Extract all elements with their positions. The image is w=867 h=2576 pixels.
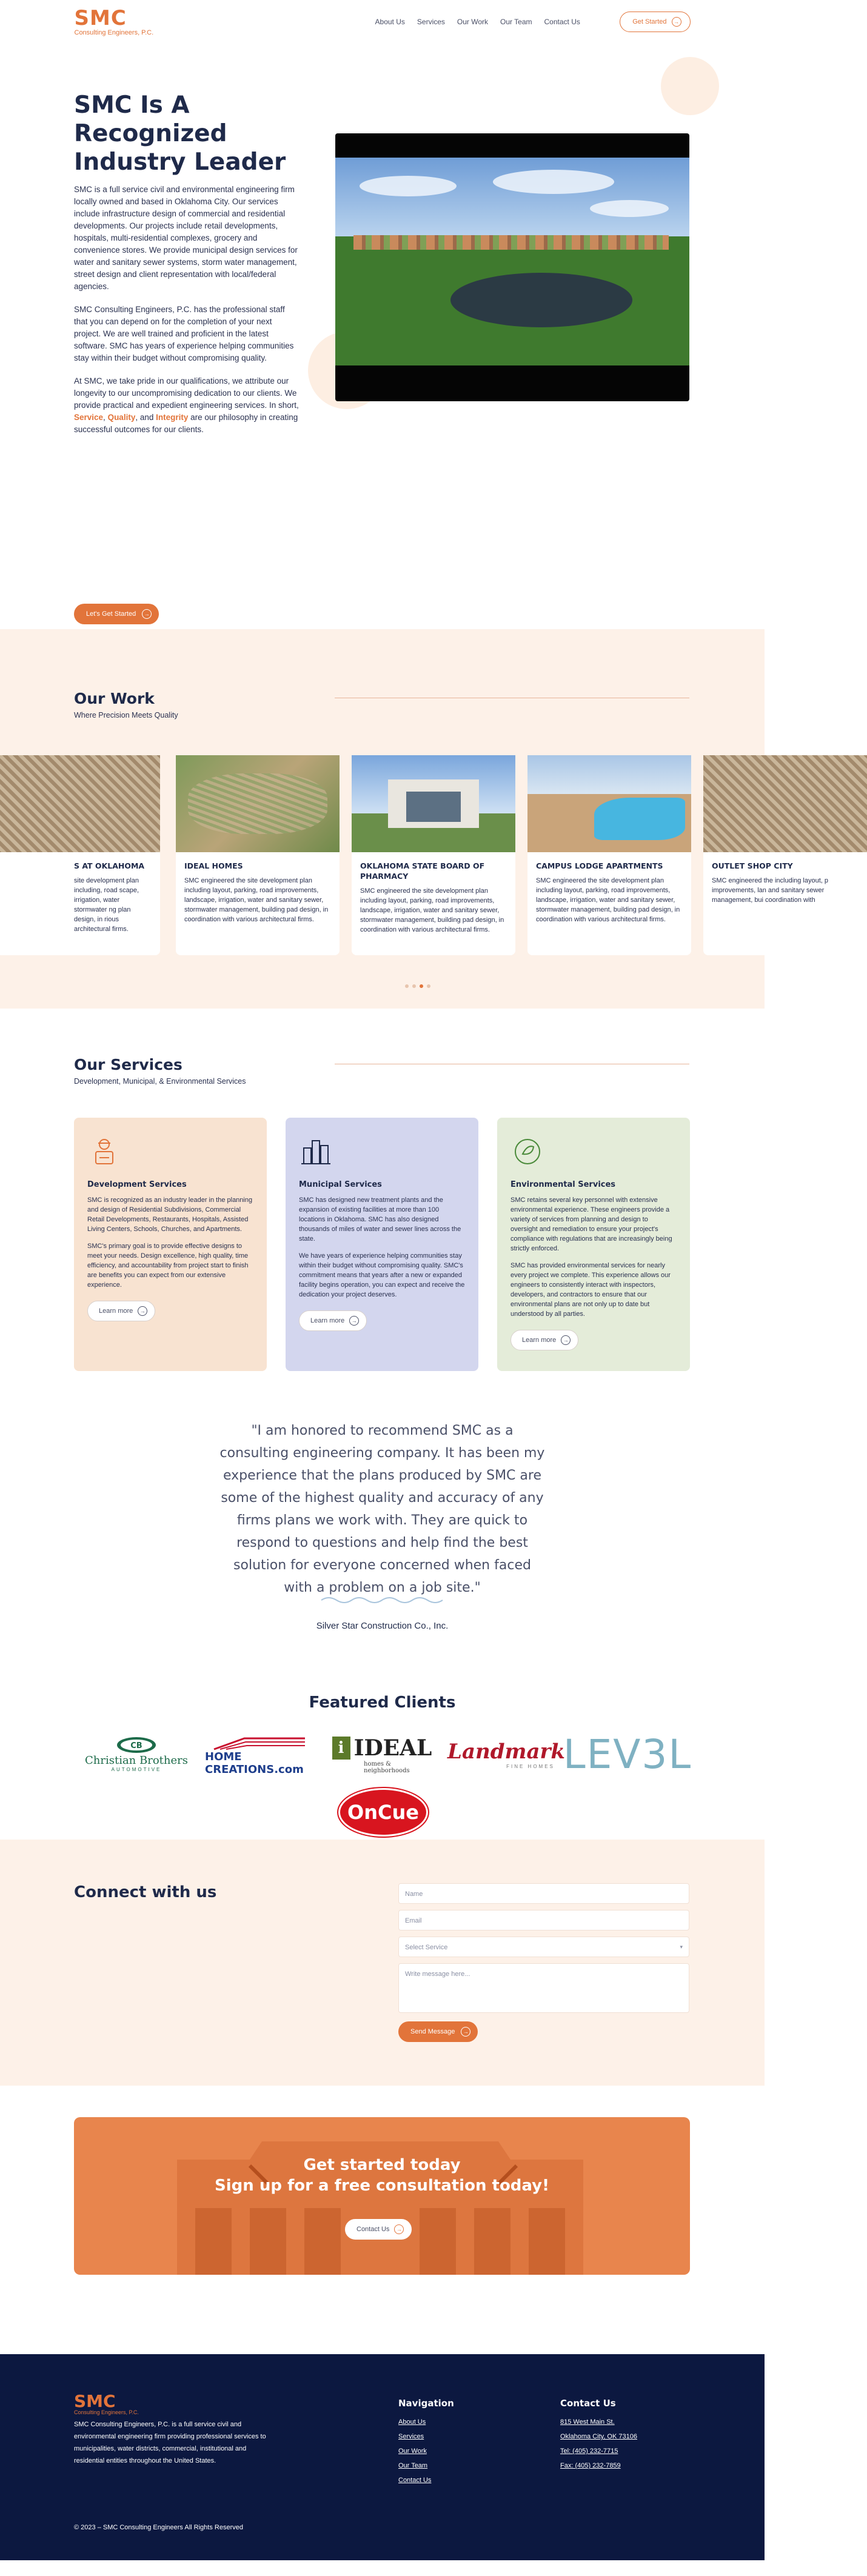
work-card[interactable]: [703, 755, 867, 955]
carousel-dot[interactable]: [405, 984, 409, 988]
image-cloud: [590, 200, 669, 217]
nav-our-work[interactable]: Our Work: [457, 18, 489, 26]
testimonial-quote: "I am honored to recommend SMC as a consulting engineering company. It has been my experience that the plans produced by SMC are some of the highest quality and accuracy of any firms plans we work with. They are quick to respond to questions and help find the best solution for everyone concerned when faced with a problem on a job site.": [219, 1423, 545, 1595]
construction-worker-icon: [87, 1135, 121, 1169]
card-image: [352, 755, 515, 852]
service-title: Environmental Services: [510, 1180, 616, 1189]
footer-contact-title: Contact Us: [560, 2398, 616, 2409]
work-card[interactable]: [176, 755, 340, 955]
work-carousel[interactable]: [74, 755, 829, 961]
learn-more-button[interactable]: [510, 1330, 578, 1350]
work-heading: [74, 690, 178, 719]
service-paragraph-2: We have years of experience helping communities stay within their budget without compromising quality. SMC's commitment means that years after a new or expanded facility begins operation, you can expect and receive the dedication your project deserves.: [299, 1252, 465, 1298]
ideal-i-icon: i: [332, 1737, 350, 1760]
logo-subtitle: Consulting Engineers, P.C.: [74, 28, 154, 36]
hero-paragraph-2: SMC Consulting Engineers, P.C. has the professional staff that you can depend on for the completion of your next project. We are well trained and proficient in the latest software. SMC has years of experience helping communities stay within their budget without compromising quality.: [74, 305, 294, 362]
lets-get-started-button[interactable]: [74, 604, 159, 624]
services-heading: [74, 1056, 246, 1086]
cta-section: [0, 2086, 765, 2354]
work-title: Our Work: [74, 690, 155, 707]
service-paragraph-1: SMC retains several key personnel with extensive environmental experience. These engineers provide a variety of services from planning and design to oversight and remediation to ensure your project's compliance with regulations that are increasingly being strictly enforced.: [510, 1196, 672, 1252]
service-card-development: [74, 1118, 267, 1371]
client-logo-level: [563, 1730, 692, 1778]
card-image-pool: [594, 798, 685, 840]
carousel-dots: [405, 984, 430, 988]
contact-us-label: Contact Us: [357, 2226, 390, 2233]
footer-link-services[interactable]: Services: [398, 2433, 424, 2440]
services-title: Our Services: [74, 1056, 182, 1073]
footer-link-our-team[interactable]: Our Team: [398, 2462, 428, 2469]
image-cloud: [360, 176, 457, 196]
service-select[interactable]: [398, 1937, 689, 1957]
arrow-right-icon: →: [394, 2224, 404, 2234]
home-creations-text: HOME CREATIONS.com: [205, 1750, 304, 1776]
work-card[interactable]: [352, 755, 515, 955]
card-title: S AT OKLAHOMA: [74, 861, 145, 870]
card-image: [176, 755, 340, 852]
testimonial-author: Silver Star Construction Co., Inc.: [316, 1621, 449, 1631]
card-image: [527, 755, 691, 852]
copyright: © 2023 – SMC Consulting Engineers All Rights Reserved: [74, 2524, 243, 2531]
service-paragraph-1: SMC has designed new treatment plants and the expansion of existing facilities at more than 100 locations in Oklahoma. SMC has also designed thousands of miles of water and sewer lines across the state.: [299, 1196, 461, 1243]
client-logo-home-creations: [205, 1735, 314, 1777]
image-cloud: [493, 170, 614, 194]
card-title: OKLAHOMA STATE BOARD OF PHARMACY: [360, 861, 485, 881]
image-pond: [450, 273, 632, 327]
p3-text-b: are our philosophy in creating successful outcomes for our clients.: [74, 413, 298, 434]
christian-brothers-sub: AUTOMOTIVE: [111, 1767, 162, 1772]
card-title: IDEAL HOMES: [184, 861, 243, 870]
learn-more-label: Learn more: [99, 1307, 133, 1315]
footer-link-about[interactable]: About Us: [398, 2418, 426, 2426]
level-text: LEV3L: [563, 1730, 692, 1778]
arrow-right-icon: →: [138, 1306, 147, 1316]
highlight-integrity: Integrity: [156, 413, 189, 422]
card-description: SMC engineered the site development plan including layout, parking, road improvements, landscape, irrigation, water and sanitary sewer, stormwater management, building pad design, in coordination with various architectural firms.: [360, 887, 504, 933]
main-nav: [375, 18, 580, 26]
footer-nav-title: Navigation: [398, 2398, 454, 2409]
send-message-label: Send Message: [410, 2028, 455, 2035]
p3-comma: ,: [103, 413, 108, 422]
footer-address-line-2[interactable]: Oklahoma City, OK 73106: [560, 2433, 637, 2440]
client-logo-oncue: [338, 1788, 428, 1837]
contact-form-section: [0, 1840, 765, 2086]
footer-logo-subtitle: Consulting Engineers, P.C.: [74, 2409, 139, 2415]
footer-contact: [560, 2398, 637, 2477]
message-textarea[interactable]: Write message here...: [398, 1963, 689, 2013]
email-input[interactable]: Email: [398, 1910, 689, 1930]
site-footer: [0, 2354, 765, 2560]
clients-title: Featured Clients: [309, 1693, 456, 1712]
our-work-section: [0, 629, 829, 1009]
christian-brothers-emblem-icon: [115, 1736, 158, 1754]
our-services-section: [0, 1009, 765, 1371]
arrow-right-icon: →: [561, 1335, 571, 1345]
learn-more-button[interactable]: [299, 1310, 367, 1331]
nav-contact[interactable]: Contact Us: [544, 18, 580, 26]
footer-description: SMC Consulting Engineers, P.C. is a full service civil and environmental engineering firm providing professional services to municipalities, water districts, commercial, institutional and residential entities throughout the United States.: [74, 2421, 266, 2464]
service-card-environmental: [497, 1118, 690, 1371]
featured-clients-section: [0, 1693, 765, 1824]
image-houses: [353, 235, 669, 250]
site-header: [0, 0, 765, 44]
chevron-down-icon: ▾: [680, 1944, 683, 1950]
hero-section: [0, 44, 765, 629]
svg-text:CB: CB: [130, 1741, 142, 1750]
testimonial-section: [0, 1371, 765, 1693]
carousel-dot[interactable]: [412, 984, 416, 988]
service-paragraph-1: SMC is recognized as an industry leader in the planning and design of Residential Subdivisions, Commercial Retail Developments, Restaurants, Hospitals, Assisted Living Centers, Schools, Churches, and Apartments.: [87, 1196, 253, 1233]
learn-more-label: Learn more: [310, 1317, 345, 1324]
p3-text-a: At SMC, we take pride in our qualifications, we attribute our longevity to our uncompromising dedication to our clients. We provide practical and expedient engineering services. In short,: [74, 376, 299, 410]
cta-line-2: Sign up for a free consultation today!: [215, 2177, 549, 2195]
ideal-text: IDEAL: [353, 1735, 432, 1761]
nav-our-team[interactable]: Our Team: [500, 18, 532, 26]
service-select-value: Select Service: [405, 1944, 448, 1951]
wave-divider-icon: [321, 1595, 443, 1605]
get-started-label: Get Started: [632, 18, 667, 25]
cta-banner: [74, 2117, 690, 2275]
client-logo-christian-brothers: [79, 1730, 194, 1778]
get-started-button[interactable]: [620, 12, 690, 32]
arrow-right-icon: →: [142, 609, 152, 619]
nav-about[interactable]: About Us: [375, 18, 405, 26]
card-description: SMC engineered the site development plan including layout, parking, road improvements, landscape, irrigation, water and sanitary sewer, stormwater management, building pad design, in coordination with various architectural firms.: [536, 877, 680, 923]
name-input[interactable]: Name: [398, 1883, 689, 1904]
footer-link-contact[interactable]: Contact Us: [398, 2477, 432, 2484]
cta-heading: [74, 2155, 690, 2196]
client-logo-landmark: [447, 1731, 565, 1777]
hero-aerial-image: [335, 133, 689, 401]
card-image-windows: [406, 792, 461, 822]
hero-paragraph-1: SMC is a full service civil and environmental engineering firm locally owned and based in Oklahoma City. Our services include infrastructure design of commercial and residential developments. Our projects include retail developments, hospitals, multi-residential complexes, grocery and convenience stores. We provide municipal design services for water and sanitary sewer systems, storm water management, street design and client representation with local/federal agencies.: [74, 185, 298, 291]
oncue-text: OnCue: [347, 1801, 419, 1824]
service-card-municipal: [286, 1118, 478, 1371]
cta-line-1: Get started today: [303, 2156, 461, 2174]
client-logo-ideal: [327, 1733, 437, 1776]
ideal-row: [332, 1735, 432, 1761]
work-card[interactable]: [527, 755, 691, 955]
p3-and: , and: [135, 413, 156, 422]
hero-title: SMC Is A Recognized Industry Leader: [74, 92, 286, 176]
christian-brothers-text: Christian Brothers: [85, 1754, 188, 1767]
card-image: [0, 755, 160, 852]
arrow-right-icon: →: [461, 2027, 470, 2037]
lets-get-started-label: Let's Get Started: [86, 610, 136, 618]
carousel-dot-active[interactable]: [420, 984, 423, 988]
service-title: Municipal Services: [299, 1180, 382, 1189]
logo-text: SMC: [74, 5, 127, 30]
footer-fax[interactable]: Fax: (405) 232-7859: [560, 2462, 621, 2469]
arrow-right-icon: →: [349, 1316, 359, 1326]
services-subtitle: Development, Municipal, & Environmental Services: [74, 1077, 246, 1086]
building-facade-illustration: [74, 2117, 690, 2275]
eco-badge-icon: [510, 1135, 544, 1169]
carousel-dot[interactable]: [427, 984, 430, 988]
ideal-sub: homes & neighborhoods: [364, 1761, 410, 1774]
footer-link-our-work[interactable]: Our Work: [398, 2448, 427, 2455]
service-paragraph-2: SMC has provided environmental services for nearly every project we complete. This experience allows our engineers to consistently interact with inspectors, developers, and contractors to ensure that our environmental plans are not only up to date but understood by all parties.: [510, 1262, 671, 1318]
footer-phone[interactable]: Tel: (405) 232-7715: [560, 2448, 618, 2455]
highlight-quality: Quality: [107, 413, 136, 422]
work-card[interactable]: [0, 755, 160, 955]
work-subtitle: Where Precision Meets Quality: [74, 711, 178, 719]
contact-us-button[interactable]: [345, 2219, 412, 2240]
nav-services[interactable]: Services: [417, 18, 445, 26]
footer-logo[interactable]: [74, 2393, 139, 2415]
card-title: OUTLET SHOP CITY: [712, 861, 793, 870]
send-message-button[interactable]: [398, 2021, 478, 2042]
arrow-right-icon: →: [672, 17, 681, 27]
connect-title: Connect with us: [74, 1883, 217, 1901]
learn-more-label: Learn more: [522, 1336, 557, 1344]
landmark-text: Landmark: [447, 1739, 565, 1764]
card-description: SMC engineered the including layout, p improvements, lan and sanitary sewer management, bui coordination with: [712, 877, 829, 904]
card-image: [703, 755, 867, 852]
card-description: site development plan including, road scape, irrigation, water stormwater ng plan design, in rious architectural firms.: [74, 877, 139, 933]
card-image-detail: [188, 773, 327, 834]
logo[interactable]: [74, 5, 154, 36]
hero-text: [74, 91, 300, 436]
service-title: Development Services: [87, 1180, 187, 1189]
decor-circle-top: [661, 57, 719, 115]
footer-logo-text: SMC: [74, 2391, 116, 2411]
footer-navigation: [398, 2398, 454, 2491]
home-creations-roof-icon: [208, 1736, 311, 1750]
city-buildings-icon: [299, 1135, 333, 1169]
card-title: CAMPUS LODGE APARTMENTS: [536, 861, 663, 870]
service-paragraph-2: SMC's primary goal is to provide effective designs to meet your needs. Design excellence, high quality, time efficiency, and accountability from project start to finish are benefits you can expect from our extensive experience.: [87, 1243, 249, 1289]
learn-more-button[interactable]: [87, 1301, 155, 1321]
card-description: SMC engineered the site development plan including layout, parking, road improvements, landscape, irrigation, water and sanitary sewer, stormwater management, building pad design, in coordination with various architectural firms.: [184, 877, 329, 923]
landmark-sub: FINE HOMES: [506, 1763, 555, 1769]
footer-address-line-1[interactable]: 815 West Main St.: [560, 2418, 615, 2426]
image-sky: [335, 158, 689, 236]
hero-paragraph-3: [74, 375, 300, 436]
highlight-service: Service: [74, 413, 104, 422]
